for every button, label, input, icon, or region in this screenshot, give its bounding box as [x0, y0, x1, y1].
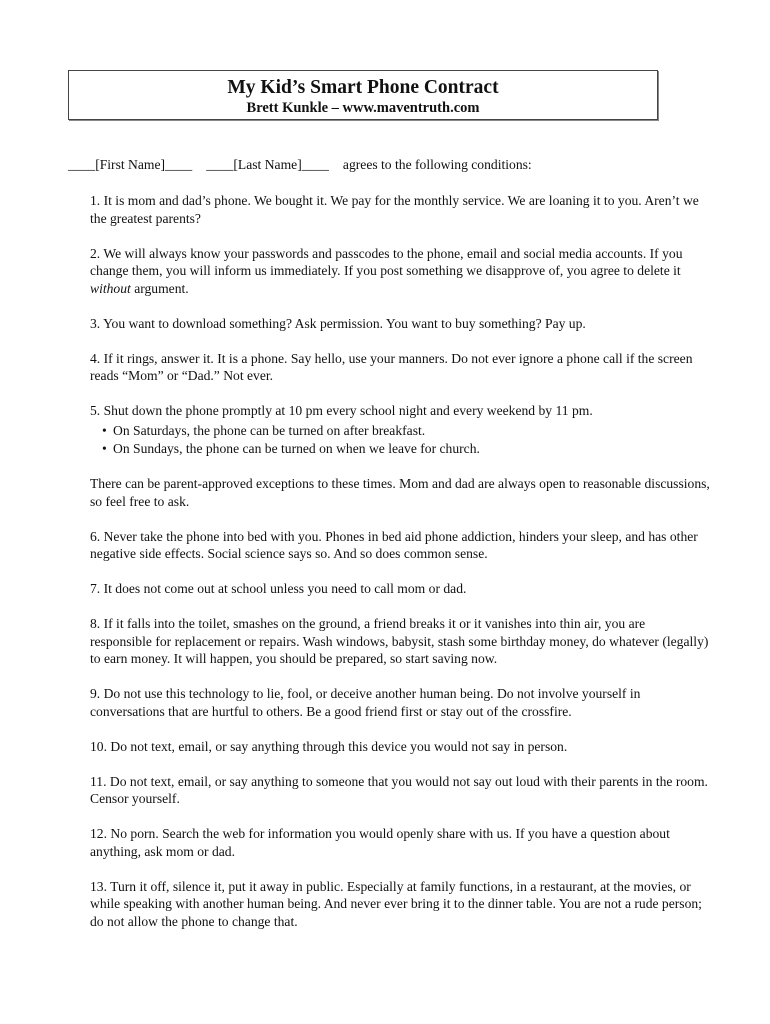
bullet-icon: • — [102, 440, 107, 456]
intro-text: agrees to the following conditions: — [342, 157, 532, 172]
rule-9: 9. Do not use this technology to lie, fool, or deceive another human being. Do not involve yourself in conversations that are hurtful to others. Be a good friend first or stay out of the crossfire. — [90, 686, 641, 719]
rule-5: 5. Shut down the phone promptly at 10 pm every school night and every weekend by 11 pm. — [90, 403, 593, 418]
bullet-icon: • — [102, 422, 107, 438]
bullet-text: On Saturdays, the phone can be turned on after breakfast. — [113, 422, 426, 438]
rule-2-end: argument. — [130, 280, 189, 296]
exceptions-note: There can be parent-approved exceptions to these times. Mom and dad are always open to reasonable discussions, so feel free to ask. — [90, 476, 710, 509]
rule-6: 6. Never take the phone into bed with you. Phones in bed aid phone addiction, hinders your sleep, and has other negative side effects. Social science says so. And so does common sense. — [90, 528, 698, 561]
rule-4: 4. If it rings, answer it. It is a phone. Say hello, use your manners. Do not ever ignore a phone call if the screen reads “Mom” or “Dad.” Not ever. — [90, 350, 693, 383]
contract-header-box — [68, 70, 658, 120]
rule-3: 3. You want to download something? Ask permission. You want to buy something? Pay up. — [90, 315, 586, 331]
rule-12: 12. No porn. Search the web for information you would openly share with us. If you have a question about anything, ask mom or dad. — [90, 826, 670, 859]
last-name-blank: ____[Last Name]____ — [206, 157, 329, 172]
list-item — [102, 440, 710, 458]
contract-rules — [90, 192, 710, 948]
rule-13: 13. Turn it off, silence it, put it away in public. Especially at family functions, in a restaurant, at the movies, or while speaking with another human being. And never ever bring it to the dinner table. You are not a rude person; do not allow the phone to change that. — [90, 878, 702, 929]
first-name-blank: ____[First Name]____ — [68, 157, 193, 172]
rule-2-text: 2. We will always know your passwords and passcodes to the phone, email and social media accounts. If you change them, you will inform us immediately. If you post something we disapprove of, you agree to delete it — [90, 245, 683, 278]
rule-5-bullet-list — [90, 422, 710, 458]
page-title: My Kid’s Smart Phone Contract — [227, 77, 499, 98]
rule-2 — [90, 245, 710, 298]
list-item — [102, 422, 710, 440]
rule-11: 11. Do not text, email, or say anything to someone that you would not say out loud with their parents in the room. Censor yourself. — [90, 773, 708, 806]
rule-1: 1. It is mom and dad’s phone. We bought it. We pay for the monthly service. We are loaning it to you. Aren’t we the greatest parents? — [90, 193, 699, 226]
intro-line — [68, 156, 532, 174]
rule-10: 10. Do not text, email, or say anything through this device you would not say in person. — [90, 738, 568, 754]
rule-7: 7. It does not come out at school unless you need to call mom or dad. — [90, 581, 467, 596]
rule-2-emphasis: without — [90, 280, 131, 296]
bullet-text: On Sundays, the phone can be turned on when we leave for church. — [113, 440, 480, 456]
rule-8: 8. If it falls into the toilet, smashes on the ground, a friend breaks it or it vanishes into thin air, you are responsible for replacement or repairs. Wash windows, babysit, stash some birthday money, do whatever (legally) to earn money. It will happen, you should be prepared, so start saving now. — [90, 616, 709, 666]
author-subtitle: Brett Kunkle – www.maventruth.com — [246, 100, 480, 116]
